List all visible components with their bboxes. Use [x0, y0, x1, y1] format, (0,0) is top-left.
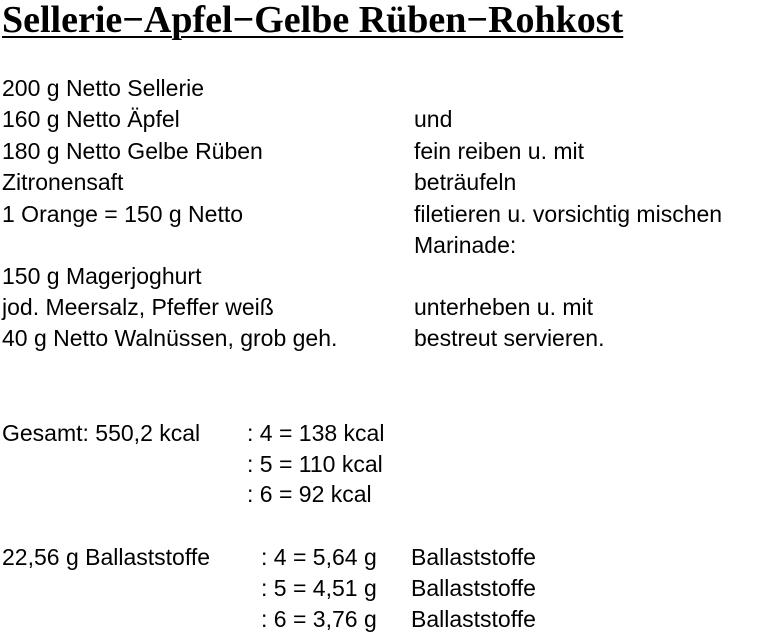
step-line: und [414, 106, 453, 132]
fiber-portion: : 5 = 4,51 g [261, 575, 377, 601]
ingredient-line: 40 g Netto Walnüssen, grob geh. [2, 325, 338, 351]
calories-portion: : 4 = 138 kcal [247, 420, 385, 446]
calories-portion: : 5 = 110 kcal [247, 451, 383, 477]
ingredient-line: Zitronensaft [2, 169, 124, 195]
ingredient-line: 160 g Netto Äpfel [2, 106, 180, 132]
ingredient-line: 180 g Netto Gelbe Rüben [2, 138, 263, 164]
calories-total: Gesamt: 550,2 kcal [2, 420, 201, 446]
step-line: Marinade: [414, 232, 517, 258]
fiber-unit: Ballaststoffe [411, 544, 536, 570]
calories-portion: : 6 = 92 kcal [247, 481, 372, 507]
step-line: filetieren u. vorsichtig mischen [414, 201, 723, 227]
step-line: unterheben u. mit [414, 294, 594, 320]
ingredient-line: 200 g Netto Sellerie [2, 75, 205, 101]
step-line: beträufeln [414, 169, 517, 195]
recipe-title: Sellerie−Apfel−Gelbe Rüben−Rohkost [2, 0, 624, 41]
step-line: bestreut servieren. [414, 325, 605, 351]
fiber-portion: : 6 = 3,76 g [261, 606, 377, 632]
fiber-unit: Ballaststoffe [411, 575, 536, 601]
ingredient-line: 1 Orange = 150 g Netto [2, 201, 244, 227]
fiber-unit: Ballaststoffe [411, 606, 536, 632]
ingredient-line: 150 g Magerjoghurt [2, 263, 202, 289]
fiber-total: 22,56 g Ballaststoffe [2, 544, 210, 570]
ingredient-line: jod. Meersalz, Pfeffer weiß [2, 294, 274, 320]
fiber-portion: : 4 = 5,64 g [261, 544, 377, 570]
step-line: fein reiben u. mit [414, 138, 585, 164]
